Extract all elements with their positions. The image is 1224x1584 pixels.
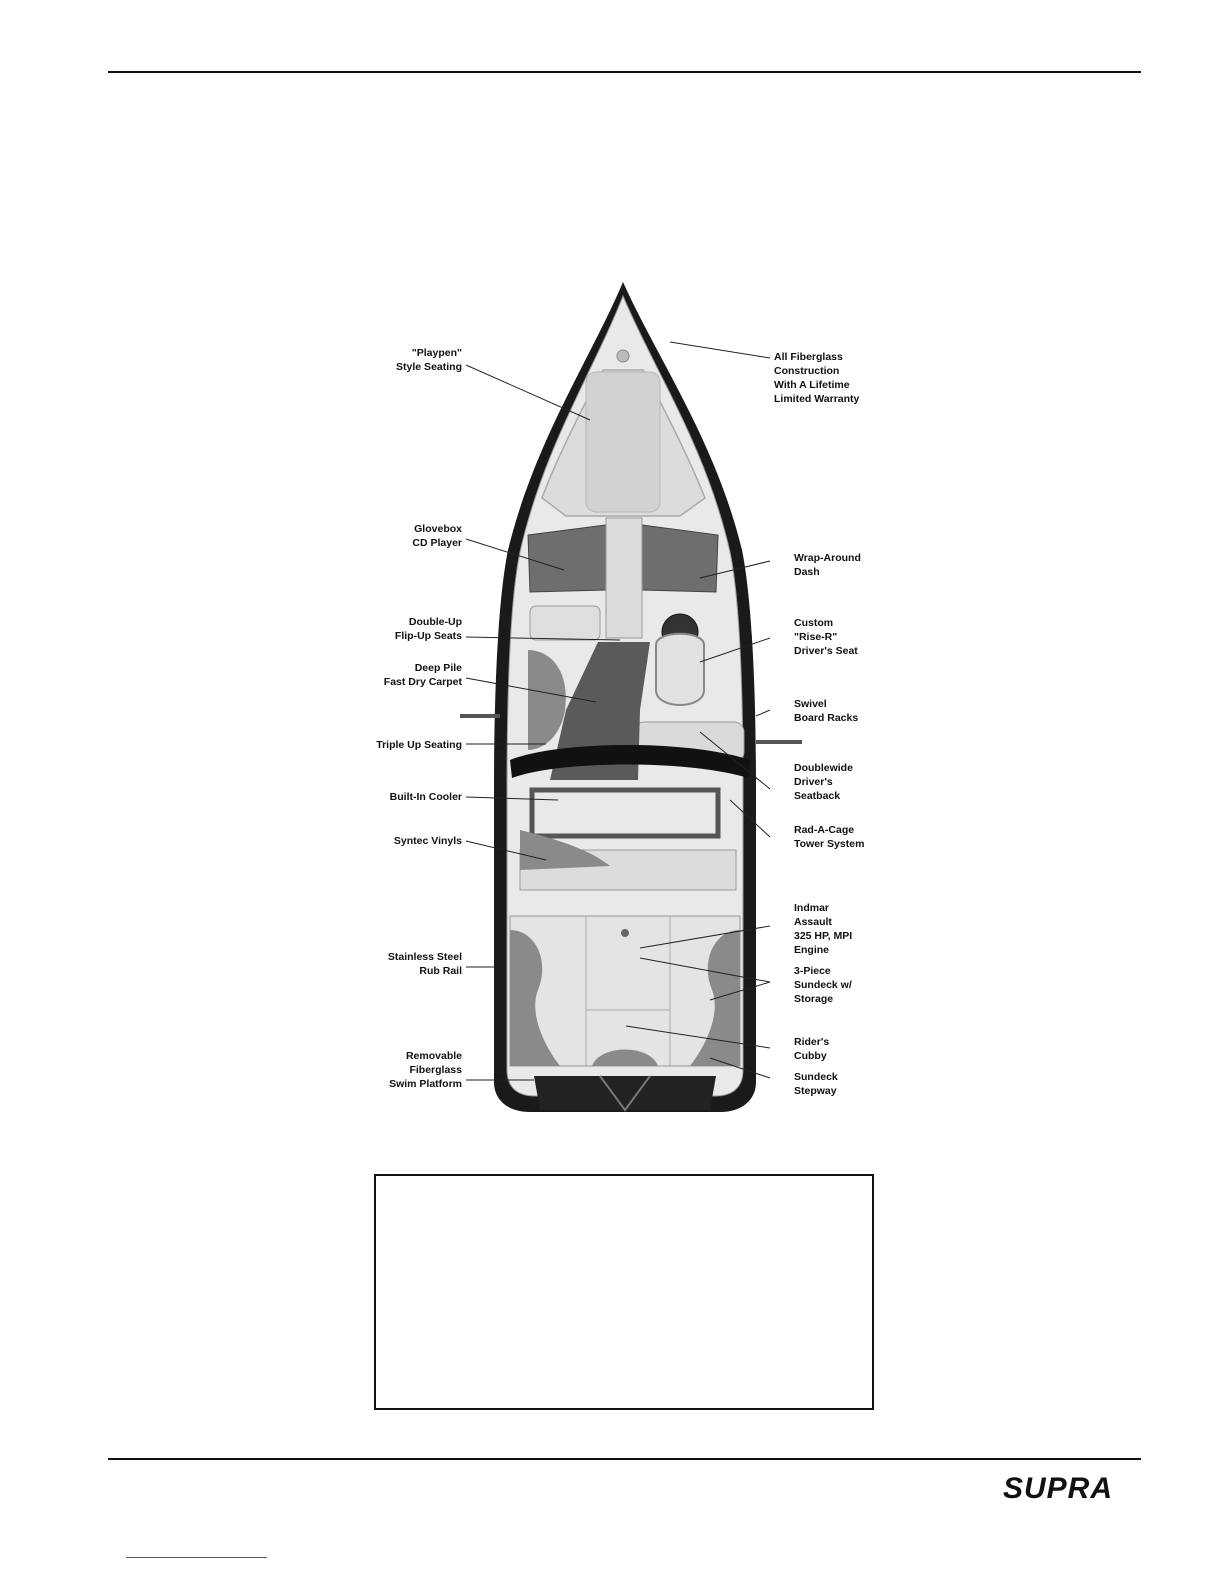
- callout-text: Swivel: [794, 698, 827, 710]
- label-fiberglass: [774, 351, 860, 405]
- callout-text: Construction: [774, 365, 840, 377]
- callout-text: Fiberglass: [409, 1064, 462, 1076]
- drivers-seat: [656, 634, 704, 705]
- footer-rule: [108, 1458, 1141, 1460]
- callout-text: Rad-A-Cage: [794, 824, 855, 836]
- callout-text: Rub Rail: [419, 965, 462, 977]
- callout-text: Flip-Up Seats: [394, 630, 462, 642]
- callout-text: "Rise-R": [794, 631, 838, 643]
- callout-text: Assault: [794, 916, 832, 928]
- bow-cushion: [586, 372, 660, 512]
- callout-text: Fast Dry Carpet: [383, 676, 462, 688]
- windshield-left: [528, 525, 606, 592]
- callout-text: Storage: [794, 993, 834, 1005]
- callout-text: 325 HP, MPI: [794, 930, 853, 942]
- callout-text: Glovebox: [414, 523, 462, 535]
- callout-text: Style Seating: [396, 361, 462, 373]
- label-engine: [794, 902, 852, 956]
- callout-text: Tower System: [794, 838, 865, 850]
- callout-text: Doublewide: [794, 762, 853, 774]
- label-deep-pile: [384, 662, 463, 688]
- callout-text: CD Player: [412, 537, 462, 549]
- label-board-racks: [794, 698, 858, 724]
- callout-text: Indmar: [794, 902, 830, 914]
- boat-feature-diagram: [360, 270, 880, 1130]
- header-rule: [108, 71, 1141, 73]
- callout-text: Rider's: [794, 1036, 830, 1048]
- callout-text: Driver's Seat: [794, 645, 858, 657]
- label-triple-up: [376, 739, 462, 751]
- callout-text: Triple Up Seating: [376, 739, 462, 751]
- label-dash: [794, 552, 861, 578]
- callout-text: All Fiberglass: [774, 351, 843, 363]
- windshield-right: [642, 525, 718, 592]
- label-syntec: [394, 835, 462, 847]
- callout-text: Built-In Cooler: [389, 791, 462, 803]
- walkthrough: [606, 518, 642, 638]
- footer-link-underline[interactable]: [126, 1557, 267, 1558]
- callout-text: Limited Warranty: [774, 393, 860, 405]
- callout-text: Syntec Vinyls: [393, 835, 462, 847]
- callout-text: Double-Up: [408, 616, 462, 628]
- callout-text: Deep Pile: [414, 662, 462, 674]
- callout-text: Sundeck w/: [794, 979, 852, 991]
- label-playpen: [396, 347, 462, 373]
- label-tower: [794, 824, 864, 850]
- note-box: [374, 1174, 874, 1410]
- label-sundeck: [794, 965, 852, 1005]
- label-drivers-seat: [794, 617, 858, 657]
- callout-text: 3-Piece: [794, 965, 831, 977]
- callout-text: Sundeck: [794, 1071, 838, 1083]
- callout-text: Board Racks: [794, 712, 859, 724]
- callout-text: Engine: [794, 944, 830, 956]
- callout-text: Stepway: [794, 1085, 837, 1097]
- label-seatback: [794, 762, 853, 802]
- callout-text: Cubby: [794, 1050, 827, 1062]
- supra-logo: SUPRA: [1003, 1472, 1114, 1505]
- label-cubby: [794, 1036, 829, 1062]
- bow-hatch: [617, 350, 629, 362]
- callout-text: Dash: [794, 566, 820, 578]
- label-cooler: [390, 791, 462, 803]
- label-swim-platform: [389, 1050, 462, 1090]
- callout-text: Removable: [405, 1050, 462, 1062]
- callout-text: Seatback: [794, 790, 841, 802]
- callout-text: Swim Platform: [389, 1078, 462, 1090]
- callout-text: "Playpen": [411, 347, 462, 359]
- label-glovebox: [412, 523, 462, 549]
- callout-text: Wrap-Around: [794, 552, 861, 564]
- swim-platform: [534, 1076, 716, 1110]
- callout-text: With A Lifetime: [774, 379, 850, 391]
- callout-text: Custom: [794, 617, 834, 629]
- label-double-up: [395, 616, 462, 642]
- callout-text: Stainless Steel: [387, 951, 462, 963]
- label-stepway: [794, 1071, 838, 1097]
- callout-text: Driver's: [794, 776, 833, 788]
- label-rub-rail: [388, 951, 462, 977]
- glovebox: [530, 606, 600, 640]
